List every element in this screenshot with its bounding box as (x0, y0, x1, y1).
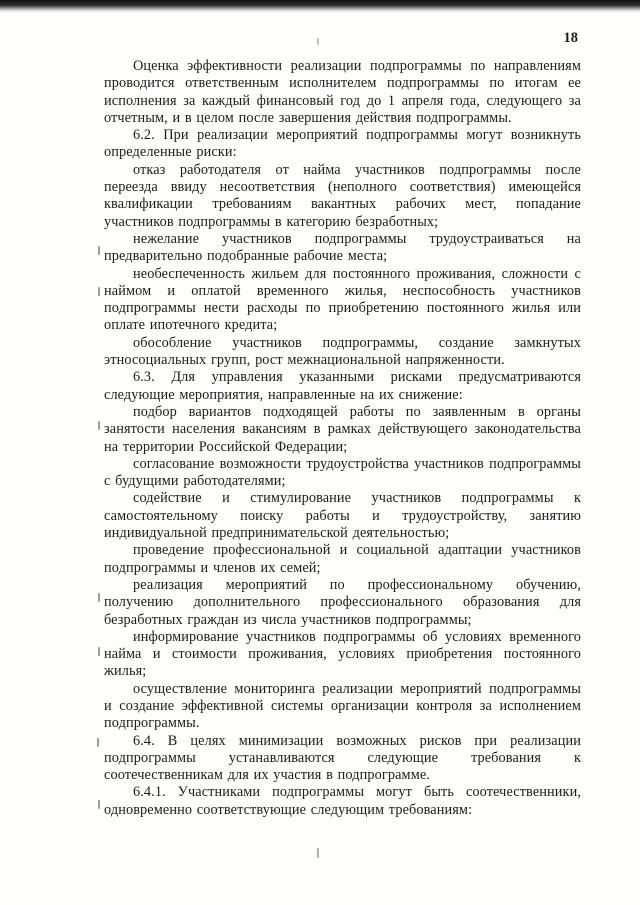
paragraph: Оценка эффективности реализации подпрограммы по направлениям проводится ответственным исполнителем подпрограммы по итогам ее исполнения за каждый финансовый год до 1 апреля года, следующего за отчетным, и в целом после завершения действия подпрограммы. (104, 58, 581, 126)
scan-edge-bar (0, 0, 640, 13)
paragraph: 6.3. Для управления указанными рисками предусматриваются следующие мероприятия, направленные на их снижение: (104, 369, 581, 403)
paragraph: осуществление мониторинга реализации мероприятий подпрограммы и создание эффективной системы организации контроля за исполнением подпрограммы. (104, 680, 581, 732)
paragraph: проведение профессиональной и социальной адаптации участников подпрограммы и членов их семей; (104, 542, 581, 576)
document-body (104, 58, 581, 819)
scan-artifact-mark (98, 246, 100, 255)
scan-artifact-mark (98, 800, 100, 809)
paragraph: согласование возможности трудоустройства участников подпрограммы с будущими работодателями; (104, 455, 581, 490)
scan-artifact-mark (317, 848, 319, 858)
scan-artifact-mark (98, 421, 100, 430)
paragraph: необеспеченность жильем для постоянного проживания, сложности с наймом и оплатой временного жилья, неспособность участников подпрограммы нести расходы по приобретению постоянного жилья или оплате ипотечного кредита; (104, 265, 581, 334)
scan-artifact-mark (317, 38, 319, 45)
paragraph: обособление участников подпрограммы, создание замкнутых этносоциальных групп, рост межнациональной напряженности. (104, 334, 581, 369)
paragraph: 6.4. В целях минимизации возможных рисков при реализации подпрограммы устанавливаются следующие требования к соотечественникам для их участия в подпрограмме. (104, 732, 581, 784)
scan-artifact-mark (98, 287, 100, 296)
paragraph: реализация мероприятий по профессиональному обучению, получению дополнительного профессионального образования для безработных граждан из числа участников подпрограммы; (104, 576, 581, 628)
scan-artifact-mark (98, 593, 100, 602)
scan-artifact-mark (97, 738, 99, 747)
scan-artifact-mark (98, 647, 100, 656)
page-number: 18 (563, 30, 578, 46)
paragraph: нежелание участников подпрограммы трудоустраиваться на предварительно подобранные рабочие места; (104, 230, 581, 265)
paragraph: отказ работодателя от найма участников подпрограммы после переезда ввиду несоответствия (неполного соответствия) имеющейся квалификации требованиям вакантных рабочих мест, попадание участников подпрограммы в категорию безработных; (104, 161, 581, 230)
paragraph: 6.4.1. Участниками подпрограммы могут быть соотечественники, одновременно соответствующие следующим требованиям: (104, 784, 581, 818)
paragraph: 6.2. При реализации мероприятий подпрограммы могут возникнуть определенные риски: (104, 127, 581, 161)
paragraph: подбор вариантов подходящей работы по заявленным в органы занятости населения вакансиям в рамках действующего законодательства на территории Российской Федерации; (104, 403, 581, 455)
paragraph: содействие и стимулирование участников подпрограммы к самостоятельному поиску работы и трудоустройству, занятию индивидуальной предпринимательской деятельностью; (104, 490, 581, 542)
paragraph: информирование участников подпрограммы об условиях временного найма и стоимости проживания, условиях приобретения постоянного жилья; (104, 628, 581, 680)
